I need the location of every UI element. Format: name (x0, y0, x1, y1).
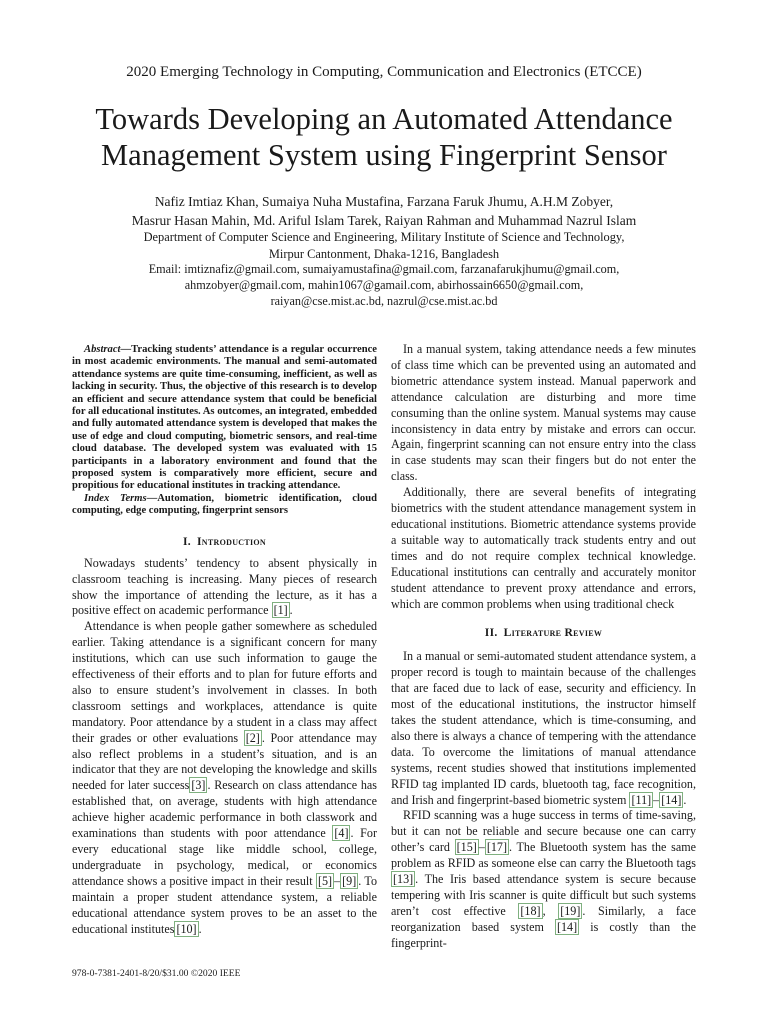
text-run: Attendance is when people gather somewhere as scheduled earlier. Taking attendance is a significant concern for many institutions, which can use such information to gauge the effectiveness of their efforts and to plan for future efforts and also to ensure student’s involvement in classes. In both classroom settings and workplaces, attendance is quite mandatory. Poor attendance by a student in a class may affect their grades or other evaluations (72, 619, 377, 745)
section-heading-literature-review (391, 626, 696, 639)
text-run: – (334, 873, 341, 888)
section-title: Introduction (197, 534, 267, 548)
text-run: . (683, 792, 687, 807)
index-terms (72, 493, 377, 518)
title-line: Towards Developing an Automated Attendance (95, 102, 673, 136)
citation-link[interactable]: [13] (393, 872, 414, 887)
text-run: . Poor attendance may also reflect problems in a student’s situation, and is an indicator that they are not developing the knowledge and skills needed for later success (72, 730, 378, 793)
email-line: raiyan@cse.mist.ac.bd, nazrul@cse.mist.ac.bd (270, 294, 498, 308)
title-line: Management System using Fingerprint Sensor (101, 138, 667, 172)
citation-link[interactable]: [11] (631, 792, 652, 807)
citation-link[interactable]: [14] (661, 792, 682, 807)
citation-link[interactable]: [17] (486, 840, 507, 855)
copyright-footer: 978-0-7381-2401-8/20/$31.00 ©2020 IEEE (72, 968, 241, 979)
right-column (391, 342, 696, 952)
abstract (72, 344, 377, 493)
section-number: II. (484, 626, 498, 640)
literature-paragraph-1 (391, 649, 696, 808)
affiliation-line: Department of Computer Science and Engineering, Military Institute of Science and Technology, (143, 230, 625, 244)
abstract-text: —Tracking students’ attendance is a regular occurrence in most academic environments. The manual and semi-automated attendance systems are quite time-consuming, inefficient, as well as lacking in security. Thus, the objective of this research is to develop an efficient and secure attendance system that could be beneficial for all educational institutes. As outcomes, an integrated, embedded and fully automated attendance system is developed that makes the use of edge and cloud computing, biometric sensors, and real-time cloud database. The developed system was evaluated with 15 participants in a laboratory environment and found that the proposed system is comparatively more efficient, secure and propitious for educational institutes in tracking attendance. (72, 344, 377, 492)
conference-header: 2020 Emerging Technology in Computing, Communication and Electronics (ETCCE) (126, 64, 642, 80)
abstract-label: Abstract (84, 344, 121, 355)
text-run: . The Bluetooth system has the same problem as RFID as someone else can carry the Bluetooth tags (391, 840, 696, 871)
email-line: ahmzobyer@gmail.com, mahin1067@gamail.com, abirhossain6650@gmail.com, (184, 278, 584, 292)
citation-link[interactable]: [1] (273, 603, 288, 618)
text-run: is costly than the fingerprint- (391, 919, 696, 950)
citation-link[interactable]: [14] (556, 919, 578, 934)
index-terms-label: Index Terms (84, 492, 147, 504)
author-line: Nafiz Imtiaz Khan, Sumaiya Nuha Mustafina, Farzana Faruk Jhumu, A.H.M Zobyer, (154, 194, 614, 209)
paper-title (40, 101, 728, 173)
text-run: . (198, 921, 202, 936)
left-column (72, 344, 377, 937)
author-list (40, 192, 728, 230)
citation-link[interactable]: [19] (560, 903, 581, 918)
text-run: RFID scanning was a huge success in terms of time-saving, but it can not be reliable and secure because one can carry other’s card (391, 808, 696, 855)
intro-paragraph-1 (72, 556, 377, 620)
text-run: Nowadays students’ tendency to absent physically in classroom teaching is increasing. Many pieces of research show the importance of attending the lecture, as it has a positive effect on academic performance (72, 555, 377, 618)
text-run: . Research on class attendance has established that, on average, students with high attendance achieve higher academic performance in both classwork and examinations than students with poor attendance (72, 778, 377, 841)
email-line: Email: imtiznafiz@gmail.com, sumaiyamustafina@gmail.com, farzanafarukjhumu@gmail.com, (148, 262, 620, 276)
text-run: . (289, 603, 293, 618)
text-run: . Similarly, a face reorganization based system (391, 903, 697, 934)
citation-link[interactable]: [10] (176, 921, 197, 936)
intro-paragraph-2 (72, 619, 377, 937)
affiliation (40, 229, 728, 263)
citation-link[interactable]: [15] (456, 840, 477, 855)
index-terms-text: —Automation, biometric identification, cloud computing, edge computing, fingerprint sensors (72, 492, 377, 517)
citation-link[interactable]: [9] (342, 873, 357, 888)
text-run: – (478, 840, 485, 855)
section-title: Literature Review (503, 626, 603, 640)
text-run: , (542, 903, 559, 918)
intro-paragraph-3: In a manual system, taking attendance needs a few minutes of class time which can be prevented using an automated and biometric attendance system instead. Manual paperwork and attendance calculation are disturbing and more time consuming than the online system. Manual systems may cause inconsistency in data entry by mistake and errors can occur. Again, fingerprint scanning can not ensure entry into the class in case students may scan their fingers but do not enter the class. (391, 342, 696, 484)
citation-link[interactable]: [4] (334, 826, 349, 841)
citation-link[interactable]: [18] (520, 903, 541, 918)
section-heading-introduction (72, 535, 377, 548)
section-number: I. (182, 534, 191, 548)
citation-link[interactable]: [2] (245, 730, 260, 745)
text-run: . To maintain a proper student attendance system, a reliable educational attendance system proves to be an asset to the educational institutes (72, 873, 378, 936)
text-run: – (653, 792, 660, 807)
author-line: Masrur Hasan Mahin, Md. Ariful Islam Tarek, Raiyan Rahman and Muhammad Nazrul Islam (131, 213, 637, 228)
citation-link[interactable]: [5] (317, 873, 333, 888)
text-run: . The Iris based attendance system is secure because tempering with Iris scanner is quite difficult but such systems aren’t cost effective (391, 872, 696, 918)
literature-paragraph-2 (391, 808, 696, 951)
intro-paragraph-4: Additionally, there are several benefits of integrating biometrics with the student attendance management system in educational institutions. Biometric attendance systems provide a suitable way to automatically track students entry and out times and do not require complex technical knowledge. Educational institutions can centrally and accurately monitor student attendance to prevent proxy attendance and errors, which are common problems when using traditional check (391, 485, 696, 611)
text-run: . For every educational stage like middle school, college, undergraduate in psychology, medical, or economics attendance shows a positive impact in their result (72, 826, 377, 888)
text-run: In a manual or semi-automated student attendance system, a proper record is tough to maintain because of the challenges that are faced due to lack of ease, security and efficiency. In most of the educational institutions, the instructor himself takes the student attendance, which is time-consuming, and also there is always a chance of tempering with the attendance data. To overcome the limitations of manual attendance systems, recent studies showed that institutions implemented RFID tag implanted ID cards, bluetooth tag, face recognition, and Irish and fingerprint-based biometric system (391, 649, 696, 807)
affiliation-line: Mirpur Cantonment, Dhaka-1216, Bangladesh (268, 247, 500, 261)
email-list (40, 261, 728, 309)
citation-link[interactable]: [3] (191, 778, 206, 793)
